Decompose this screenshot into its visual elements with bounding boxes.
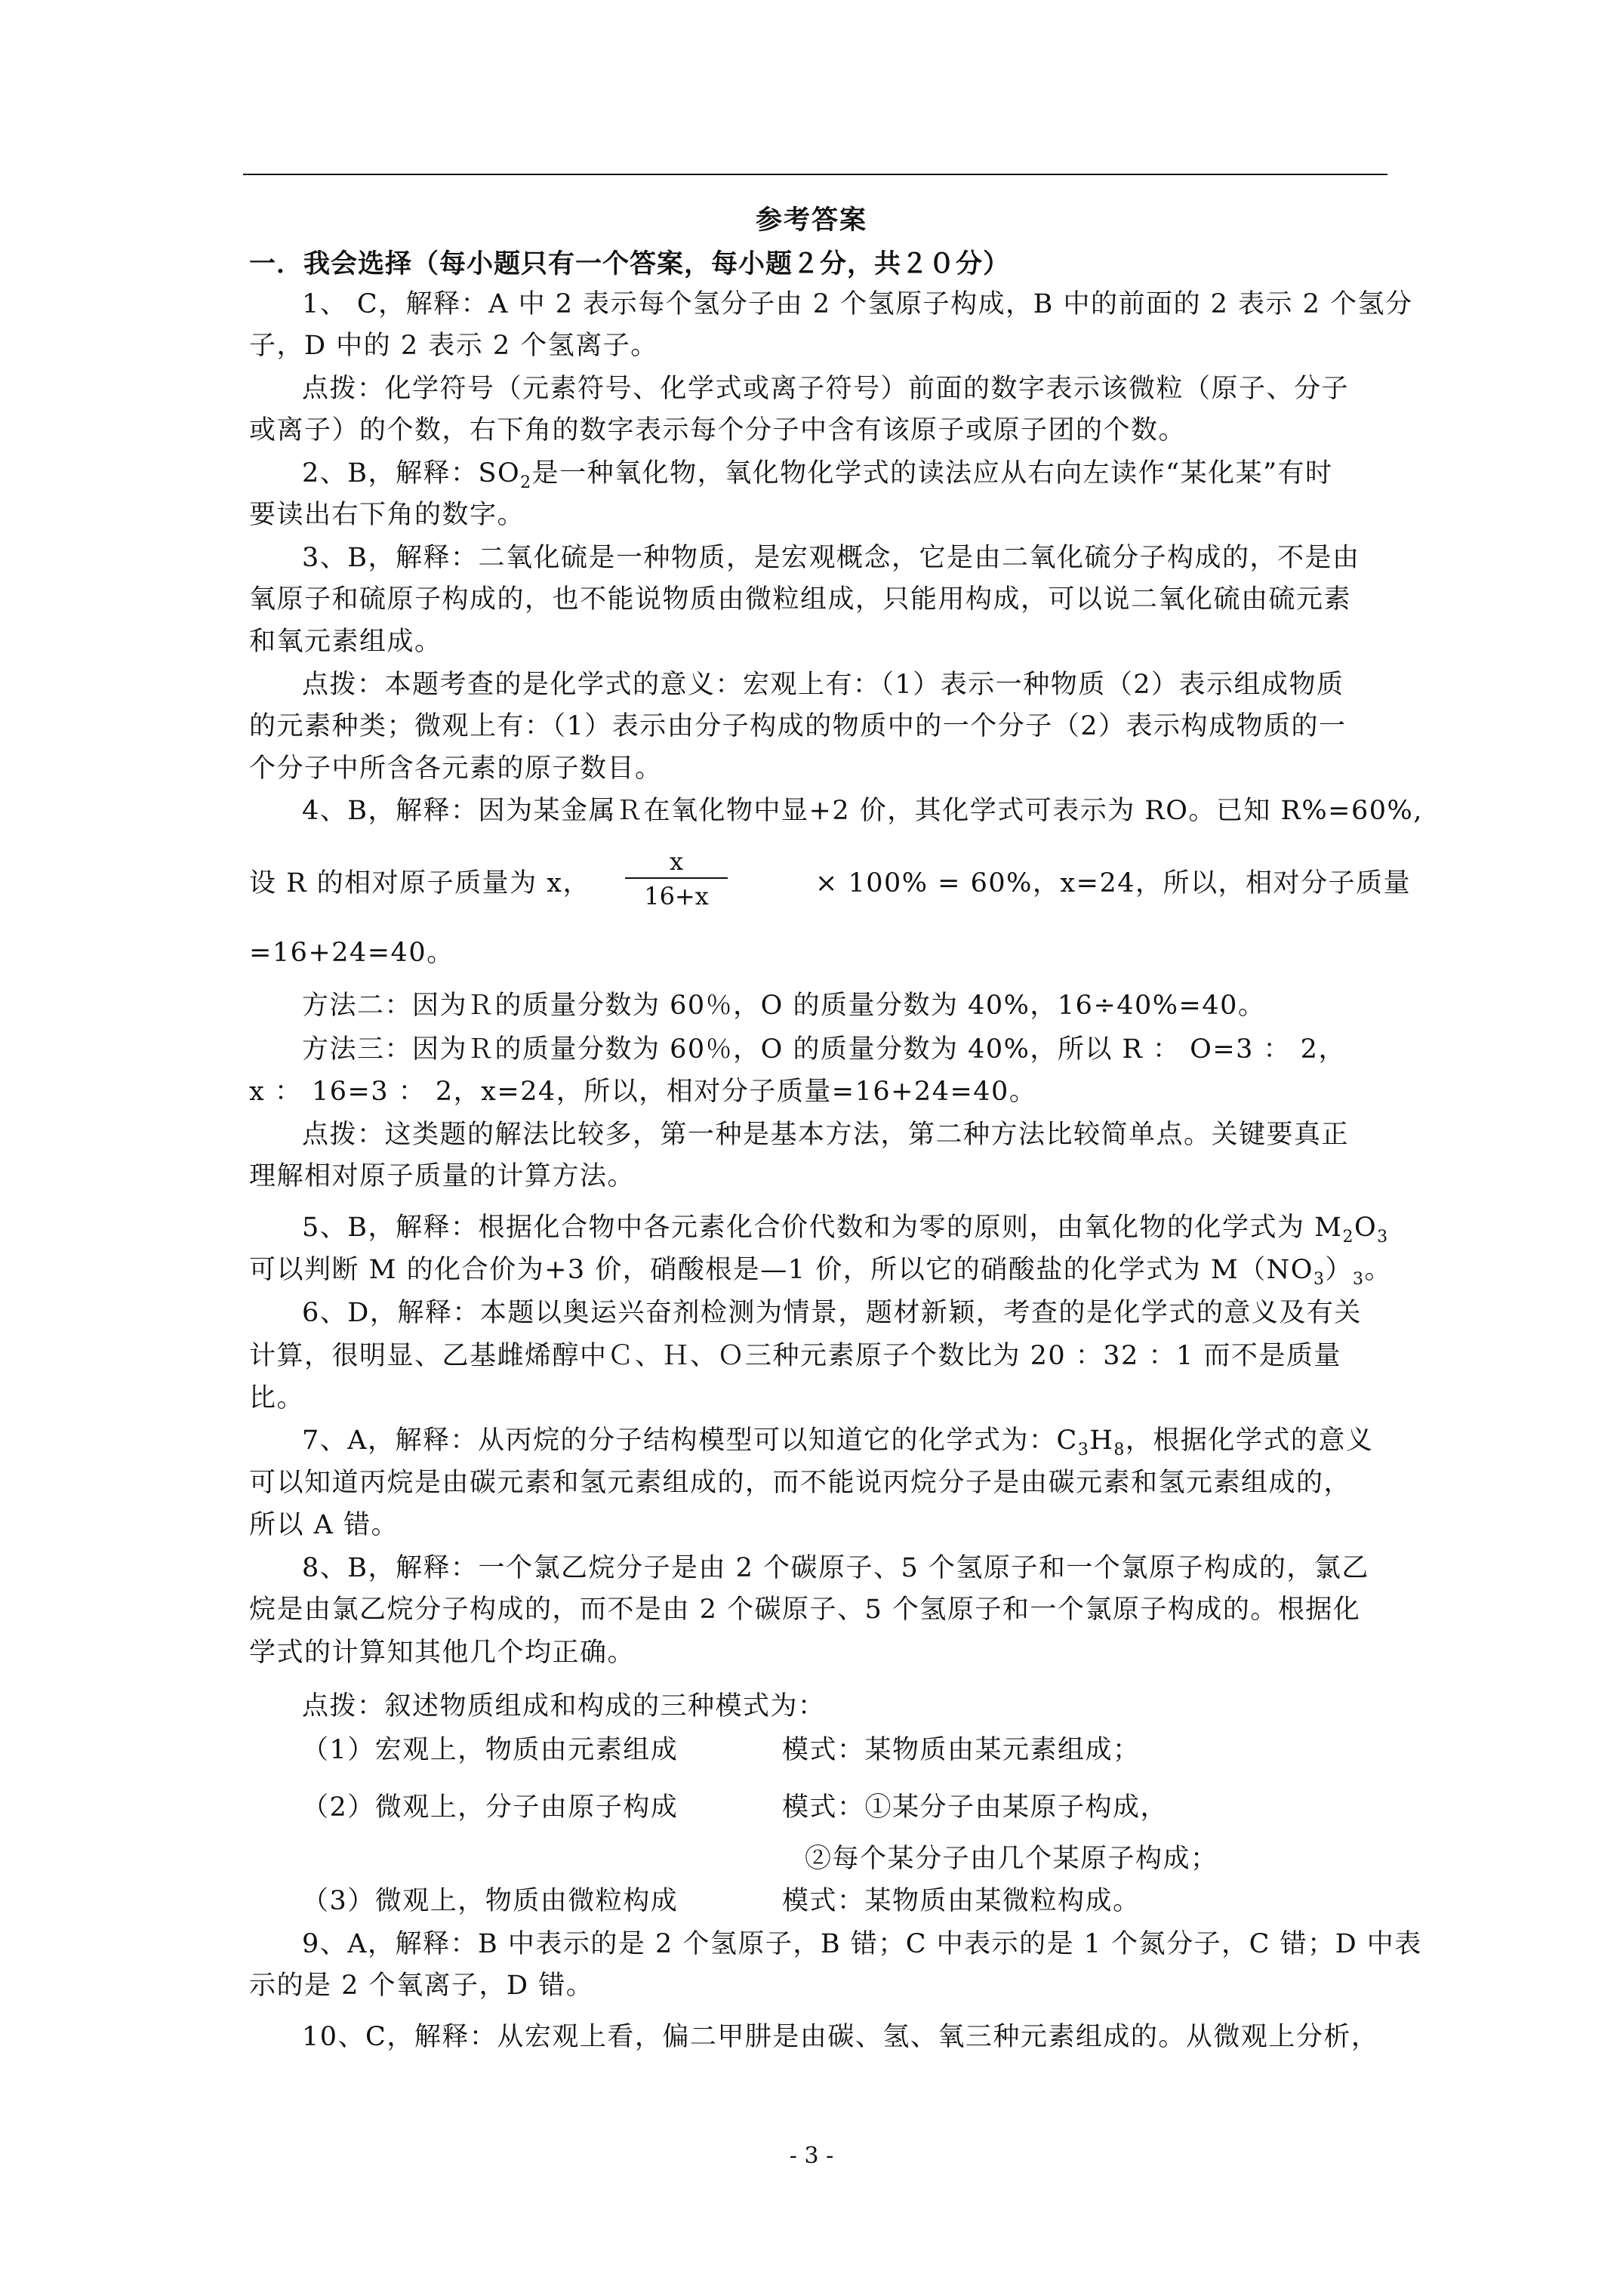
q7-line2: 可以知道丙烷是由碳元素和氢元素组成的，而不能说丙烷分子是由碳元素和氢元素组成的， (249, 1468, 1352, 1498)
mode-2-left: （2）微观上，分子由原子构成 (302, 1792, 679, 1823)
mode-1-left: （1）宏观上，物质由元素组成 (302, 1735, 679, 1765)
mode-1-right: 模式：某物质由某元素组成； (782, 1735, 1141, 1765)
q4-line2-post: × 100% = 60%，x=24，所以，相对分子质量 (815, 868, 1411, 898)
q6-line1: 6、D，解释：本题以奥运兴奋剂检测为情景，题材新颖，考查的是化学式的意义及有关 (302, 1298, 1362, 1328)
q3-line2: 氧原子和硫原子构成的，也不能说物质由微粒组成，只能用构成，可以说二氧化硫由硫元素 (249, 584, 1352, 615)
q2-line2: 要读出右下角的数字。 (249, 500, 525, 530)
q8-line2: 烷是由氯乙烷分子构成的，而不是由 2 个碳原子、5 个氢原子和一个氯原子构成的。根据化 (249, 1595, 1361, 1625)
q3-line1: 3、B，解释：二氧化硫是一种物质，是宏观概念，它是由二氧化硫分子构成的，不是由 (302, 543, 1360, 573)
q9-line2: 示的是 2 个氧离子，D 错。 (249, 1971, 594, 2001)
header-rule (243, 174, 1387, 175)
q3-tip-line1: 点拨：本题考查的是化学式的意义：宏观上有：（1）表示一种物质（2）表示组成物质 (302, 670, 1344, 700)
q7-line1: 7、A，解释：从丙烷的分子结构模型可以知道它的化学式为：$C_3H_8$，根据化学式的意义 (302, 1425, 1374, 1459)
q10-line1: 10、C，解释：从宏观上看，偏二甲肼是由碳、氢、氧三种元素组成的。从微观上分析， (302, 2022, 1379, 2052)
page-number: - 3 - (789, 2143, 834, 2169)
q8-line3: 学式的计算知其他几个均正确。 (249, 1638, 636, 1668)
q8-line1: 8、B，解释：一个氯乙烷分子是由 2 个碳原子、5 个氢原子和一个氯原子构成的，氯乙 (302, 1553, 1369, 1583)
q7-line3: 所以 A 错。 (249, 1510, 399, 1540)
q5-line2: 可以判断 M 的化合价为+3 价，硝酸根是—1 价，所以它的硝酸盐的化学式为 $M(NO_3)_3$。 (249, 1255, 1393, 1289)
q4-line3: =16+24=40。 (249, 938, 454, 968)
q4-tip-line2: 理解相对原子质量的计算方法。 (249, 1161, 636, 1191)
fraction-numerator: x (625, 847, 728, 879)
q3-tip-line2: 的元素种类；微观上有：（1）表示由分子构成的物质中的一个分子（2）表示构成物质的一 (249, 711, 1347, 741)
q9-line1: 9、A，解释：B 中表示的是 2 个氢原子，B 错；C 中表示的是 1 个氮分子，C 错；D 中表 (302, 1929, 1422, 1959)
q3-line3: 和氧元素组成。 (249, 627, 442, 657)
q6-line3: 比。 (249, 1383, 305, 1413)
mode-2-right: 模式：①某分子由某原子构成， (782, 1792, 1169, 1823)
q4-fraction (625, 847, 728, 911)
q6-line2: 计算，很明显、乙基雌烯醇中Ｃ、Ｈ、Ｏ三种元素原子个数比为 20 ：32 ：1 而不是质量 (249, 1341, 1341, 1371)
q1-tip-line1: 点拨：化学符号（元素符号、化学式或离子符号）前面的数字表示该微粒（原子、分子 (302, 374, 1350, 404)
q5-line1: 5、B，解释：根据化合物中各元素化合价代数和为零的原则，由氧化物的化学式为 $M_2O_3$ (302, 1213, 1389, 1247)
q4-method3-line2: x ： 16=3 ： 2，x=24，所以，相对分子质量=16+24=40。 (249, 1077, 1037, 1107)
q4-line1: 4、B，解释：因为某金属Ｒ在氧化物中显+2 价，其化学式可表示为 RO。已知 R%=60%, (302, 796, 1423, 826)
mode-3-right: 模式：某物质由某微粒构成。 (782, 1886, 1141, 1916)
mode-3-left: （3）微观上，物质由微粒构成 (302, 1886, 679, 1916)
q4-tip-line1: 点拨：这类题的解法比较多，第一种是基本方法，第二种方法比较简单点。关键要真正 (302, 1120, 1350, 1150)
q4-line2-pre: 设 R 的相对原子质量为 x， (249, 868, 590, 898)
q4-method2: 方法二：因为Ｒ的质量分数为 60％，O 的质量分数为 40%，16÷40%=40。 (302, 991, 1266, 1021)
q4-method3: 方法三：因为Ｒ的质量分数为 60％，O 的质量分数为 40%，所以 R ： O=3 ： 2， (302, 1034, 1346, 1065)
q1-line2: 子，D 中的 2 表示 2 个氢离子。 (249, 331, 658, 361)
q8-tip: 点拨：叙述物质组成和构成的三种模式为： (302, 1691, 826, 1721)
section-heading: 一．我会选择（每小题只有一个答案，每小题２分，共２０分） (249, 248, 1011, 279)
q1-tip-line2: 或离子）的个数，右下角的数字表示每个分子中含有该原子或原子团的个数。 (249, 415, 1187, 445)
q3-tip-line3: 个分子中所含各元素的原子数目。 (249, 754, 663, 784)
mode-2-right-line2: ②每个某分子由几个某原子构成； (805, 1844, 1218, 1874)
q2-line1: 2、B，解释：$SO_2$是一种氧化物，氧化物化学式的读法应从右向左读作“某化某”有时 (302, 458, 1333, 492)
q1-line1: 1、 C，解释：A 中 2 表示每个氢分子由 2 个氢原子构成，B 中的前面的 2 表示 2 个氢分 (302, 289, 1413, 319)
page-title: 参考答案 (755, 205, 867, 236)
fraction-denominator: 16+x (644, 882, 709, 911)
